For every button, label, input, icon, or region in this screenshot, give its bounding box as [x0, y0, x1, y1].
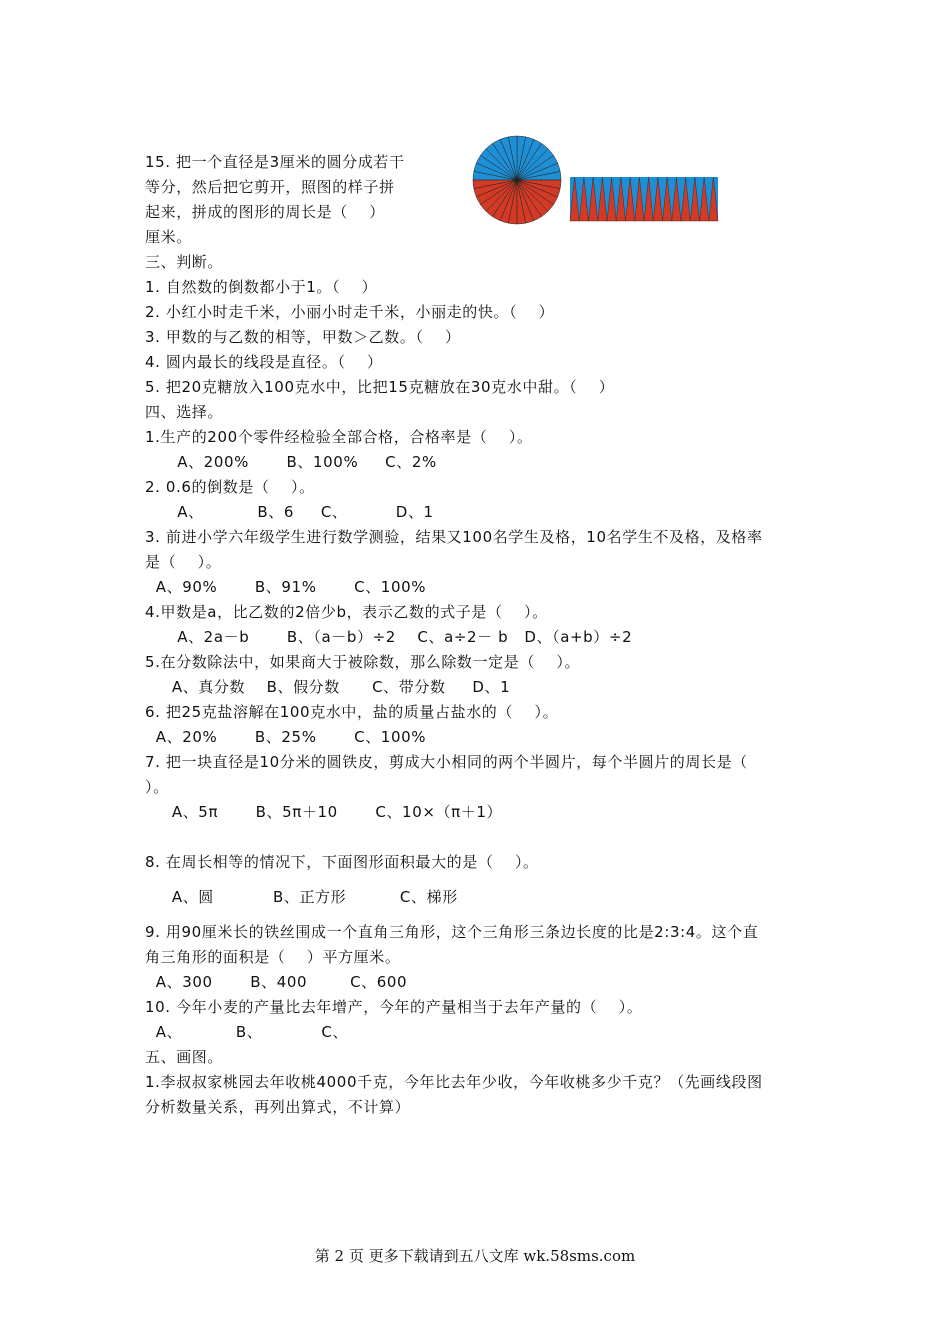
choice-10-options: A、 B、 C、 [145, 1023, 349, 1041]
choice-6-options: A、20% B、25% C、100% [145, 728, 427, 746]
choice-2-options: A、 B、6 C、 D、1 [145, 503, 434, 521]
choice-9-options: A、300 B、400 C、600 [145, 973, 408, 991]
choice-10-question: 10. 今年小麦的产量比去年增产，今年的产量相当于去年产量的（ ）。 [145, 998, 643, 1016]
choice-2-question: 2. 0.6的倒数是（ ）。 [145, 478, 315, 496]
drawing-1-question-line-2: 分析数量关系，再列出算式，不计算） [145, 1098, 411, 1116]
choice-9-question-line-2: 角三角形的面积是（ ）平方厘米。 [145, 948, 401, 966]
judge-item-1: 1. 自然数的倒数都小于1。（ ） [145, 278, 378, 296]
section-5-heading: 五、画图。 [145, 1048, 224, 1066]
rearranged-strip [570, 177, 718, 221]
choice-7-question-line-2: ）。 [145, 778, 169, 796]
section-4-heading: 四、选择。 [145, 403, 224, 421]
circle-to-rectangle-figure [470, 132, 720, 232]
choice-1-question: 1.生产的200个零件经检验全部合格，合格率是（ ）。 [145, 428, 533, 446]
choice-4-options: A、2a－b B、（a－b）÷2 C、a÷2－ b D、（a+b）÷2 [145, 628, 633, 646]
page-footer: 第 2 页 更多下载请到五八文库 wk.58sms.com [314, 1247, 636, 1265]
choice-7-options: A、5π B、5π＋10 C、10×（π＋1） [145, 803, 503, 821]
question-15-line-2: 等分，然后把它剪开，照图的样子拼 [145, 178, 395, 196]
judge-item-3: 3. 甲数的与乙数的相等，甲数＞乙数。（ ） [145, 328, 461, 346]
divided-circle [473, 136, 561, 224]
choice-6-question: 6. 把25克盐溶解在100克水中，盐的质量占盐水的（ ）。 [145, 703, 559, 721]
choice-1-options: A、200% B、100% C、2% [145, 453, 437, 471]
choice-5-options: A、真分数 B、假分数 C、带分数 D、1 [145, 678, 511, 696]
choice-4-question: 4.甲数是a，比乙数的2倍少b，表示乙数的式子是（ ）。 [145, 603, 548, 621]
choice-3-options: A、90% B、91% C、100% [145, 578, 427, 596]
judge-item-2: 2. 小红小时走千米，小丽小时走千米，小丽走的快。（ ） [145, 303, 555, 321]
section-3-heading: 三、判断。 [145, 253, 224, 271]
judge-item-5: 5. 把20克糖放入100克水中，比把15克糖放在30克水中甜。（ ） [145, 378, 615, 396]
choice-3-question-line-2: 是（ ）。 [145, 553, 222, 571]
choice-3-question-line-1: 3. 前进小学六年级学生进行数学测验，结果又100名学生及格，10名学生不及格，及格率 [145, 528, 763, 546]
choice-8-question: 8. 在周长相等的情况下，下面图形面积最大的是（ ）。 [145, 853, 539, 871]
question-15-line-1: 15. 把一个直径是3厘米的圆分成若干 [145, 153, 405, 171]
question-15-line-3: 起来，拼成的图形的周长是（ ） [145, 203, 385, 221]
choice-9-question-line-1: 9. 用90厘米长的铁丝围成一个直角三角形，这个三角形三条边长度的比是2:3:4。这个直 [145, 923, 759, 941]
choice-7-question-line-1: 7. 把一块直径是10分米的圆铁皮，剪成大小相同的两个半圆片，每个半圆片的周长是（ [145, 753, 748, 771]
judge-item-4: 4. 圆内最长的线段是直径。（ ） [145, 353, 383, 371]
drawing-1-question-line-1: 1.李叔叔家桃园去年收桃4000千克，今年比去年少收，今年收桃多少千克？（先画线段图 [145, 1073, 763, 1091]
question-15-line-4: 厘米。 [145, 228, 192, 246]
choice-8-options: A、圆 B、正方形 C、梯形 [145, 888, 458, 906]
choice-5-question: 5.在分数除法中，如果商大于被除数，那么除数一定是（ ）。 [145, 653, 581, 671]
